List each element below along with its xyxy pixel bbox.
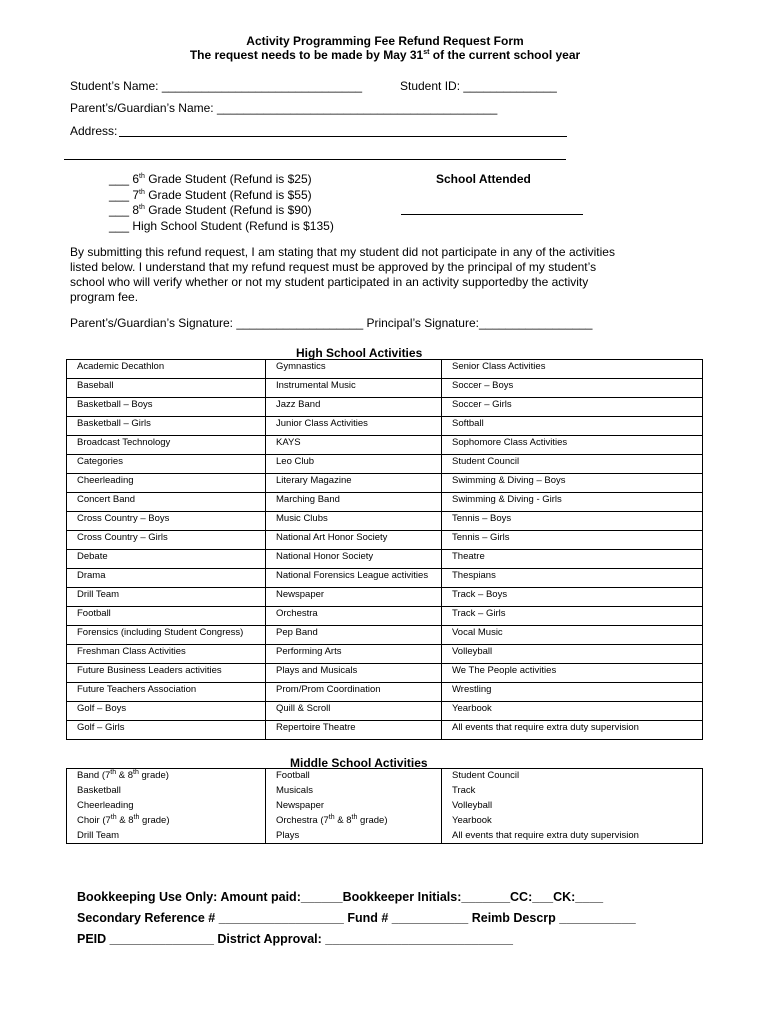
activity-cell: Concert Band: [67, 493, 266, 512]
activity-cell: Instrumental Music: [266, 379, 442, 398]
list-item: Newspaper: [276, 800, 325, 811]
table-row: [67, 493, 703, 512]
activity-cell: Yearbook: [442, 702, 703, 721]
activity-cell: Marching Band: [266, 493, 442, 512]
activity-cell: National Forensics League activities: [266, 569, 442, 588]
statement-line: program fee.: [70, 290, 139, 304]
school-attended-line[interactable]: [401, 214, 583, 215]
table-row: [67, 550, 703, 569]
table-row: [67, 683, 703, 702]
activity-cell: Broadcast Technology: [67, 436, 266, 455]
table-row: [67, 645, 703, 664]
activity-cell: Quill & Scroll: [266, 702, 442, 721]
middle-school-table: [66, 768, 703, 844]
high-school-table: [66, 359, 703, 740]
high-school-heading: High School Activities: [296, 346, 423, 360]
school-attended-label: School Attended: [436, 172, 531, 186]
table-row: [67, 436, 703, 455]
activity-cell: Music Clubs: [266, 512, 442, 531]
activity-cell: Golf – Girls: [67, 721, 266, 740]
bookkeeping-line-3[interactable]: PEID _______________ District Approval: ___________________________: [77, 932, 513, 946]
list-item: Musicals: [276, 785, 313, 796]
activity-cell: Golf – Boys: [67, 702, 266, 721]
activity-cell: Academic Decathlon: [67, 360, 266, 379]
activity-cell: All events that require extra duty supervision: [442, 721, 703, 740]
table-row: [67, 769, 703, 844]
grade-option-high-school[interactable]: ___ High School Student (Refund is $135): [109, 218, 334, 233]
activity-cell: Categories: [67, 455, 266, 474]
ms-col-3: [442, 769, 703, 844]
table-row: [67, 398, 703, 417]
activity-cell: Volleyball: [442, 645, 703, 664]
activity-cell: Theatre: [442, 550, 703, 569]
activity-cell: Freshman Class Activities: [67, 645, 266, 664]
activity-cell: Repertoire Theatre: [266, 721, 442, 740]
list-item: Band (7th & 8th grade): [77, 768, 169, 781]
activity-cell: Basketball – Boys: [67, 398, 266, 417]
table-row: [67, 455, 703, 474]
grade-option-6[interactable]: ___ 6th Grade Student (Refund is $25): [109, 172, 312, 186]
address-label: Address:: [70, 124, 118, 138]
activity-cell: Debate: [67, 550, 266, 569]
table-row: [67, 512, 703, 531]
activity-cell: Cross Country – Girls: [67, 531, 266, 550]
activity-cell: Tennis – Boys: [442, 512, 703, 531]
activity-cell: Forensics (including Student Congress): [67, 626, 266, 645]
activity-cell: Track – Boys: [442, 588, 703, 607]
list-item: Orchestra (7th & 8th grade): [276, 813, 388, 826]
statement-line: By submitting this refund request, I am stating that my student did not participate in any of the activities: [70, 245, 615, 259]
activity-cell: Basketball – Girls: [67, 417, 266, 436]
list-item: Yearbook: [452, 815, 492, 826]
activity-cell: Tennis – Girls: [442, 531, 703, 550]
table-row: [67, 417, 703, 436]
table-row: [67, 588, 703, 607]
bookkeeping-line-2[interactable]: Secondary Reference # __________________ Fund # ___________ Reimb Descrp ___________: [77, 911, 636, 925]
statement-paragraph: [70, 245, 615, 305]
ms-col-2: [266, 769, 442, 844]
activity-cell: Pep Band: [266, 626, 442, 645]
activity-cell: Plays and Musicals: [266, 664, 442, 683]
list-item: Plays: [276, 830, 300, 841]
student-name-field[interactable]: Student’s Name: ______________________________: [70, 79, 363, 93]
activity-cell: Drill Team: [67, 588, 266, 607]
table-row: [67, 626, 703, 645]
list-item: Basketball: [77, 785, 121, 796]
table-row: [67, 721, 703, 740]
activity-cell: Prom/Prom Coordination: [266, 683, 442, 702]
activity-cell: KAYS: [266, 436, 442, 455]
activity-cell: We The People activities: [442, 664, 703, 683]
list-item: Choir (7th & 8th grade): [77, 813, 170, 826]
list-item: Cheerleading: [77, 800, 134, 811]
activity-cell: Leo Club: [266, 455, 442, 474]
activity-cell: Future Business Leaders activities: [67, 664, 266, 683]
ms-col-1: [67, 769, 266, 844]
form-title: Activity Programming Fee Refund Request Form: [246, 34, 524, 48]
activity-cell: Softball: [442, 417, 703, 436]
grade-option-8[interactable]: ___ 8th Grade Student (Refund is $90): [109, 203, 312, 217]
activity-cell: Performing Arts: [266, 645, 442, 664]
activity-cell: Baseball: [67, 379, 266, 398]
activity-cell: Track – Girls: [442, 607, 703, 626]
statement-line: school who will verify whether or not my student participated in an activity supportedby the activity: [70, 275, 589, 289]
guardian-name-field[interactable]: Parent’s/Guardian’s Name: __________________________________________: [70, 101, 498, 115]
activity-cell: Literary Magazine: [266, 474, 442, 493]
activity-cell: Wrestling: [442, 683, 703, 702]
middle-school-heading: Middle School Activities: [290, 756, 428, 770]
activity-cell: Student Council: [442, 455, 703, 474]
activity-cell: Football: [67, 607, 266, 626]
statement-line: listed below. I understand that my refund request must be approved by the principal of my student’s: [70, 260, 597, 274]
activity-cell: Vocal Music: [442, 626, 703, 645]
grade-option-7[interactable]: ___ 7th Grade Student (Refund is $55): [109, 187, 312, 202]
activity-cell: Soccer – Girls: [442, 398, 703, 417]
activity-cell: Junior Class Activities: [266, 417, 442, 436]
list-item: Football: [276, 770, 310, 781]
student-id-field[interactable]: Student ID: ______________: [400, 79, 557, 93]
table-row: [67, 569, 703, 588]
activity-cell: Jazz Band: [266, 398, 442, 417]
activity-cell: National Art Honor Society: [266, 531, 442, 550]
activity-cell: Cheerleading: [67, 474, 266, 493]
form-subtitle: The request needs to be made by May 31st of the current school year: [189, 48, 581, 62]
table-row: [67, 531, 703, 550]
list-item: Drill Team: [77, 830, 120, 841]
table-row: [67, 664, 703, 683]
table-row: [67, 360, 703, 379]
activity-cell: Drama: [67, 569, 266, 588]
list-item: Track: [452, 785, 476, 796]
address-line-1[interactable]: [119, 136, 567, 137]
activity-cell: Thespians: [442, 569, 703, 588]
activity-cell: Orchestra: [266, 607, 442, 626]
address-line-2[interactable]: [64, 159, 566, 160]
activity-cell: Future Teachers Association: [67, 683, 266, 702]
table-row: [67, 607, 703, 626]
activity-cell: Swimming & Diving - Girls: [442, 493, 703, 512]
activity-cell: Sophomore Class Activities: [442, 436, 703, 455]
table-row: [67, 702, 703, 721]
activity-cell: Soccer – Boys: [442, 379, 703, 398]
list-item: Student Council: [452, 770, 520, 781]
grade-options: [109, 172, 334, 234]
table-row: [67, 474, 703, 493]
activity-cell: Cross Country – Boys: [67, 512, 266, 531]
activity-cell: Senior Class Activities: [442, 360, 703, 379]
activity-cell: Swimming & Diving – Boys: [442, 474, 703, 493]
activity-cell: Newspaper: [266, 588, 442, 607]
bookkeeping-line-1[interactable]: Bookkeeping Use Only: Amount paid:______Bookkeeper Initials:_______CC:___CK:____: [77, 890, 604, 904]
table-row: [67, 379, 703, 398]
signature-fields[interactable]: Parent’s/Guardian’s Signature: ___________________ Principal’s Signature:_________________: [70, 316, 593, 330]
activity-cell: National Honor Society: [266, 550, 442, 569]
list-item: All events that require extra duty supervision: [452, 830, 639, 841]
activity-cell: Gymnastics: [266, 360, 442, 379]
list-item: Volleyball: [452, 800, 493, 811]
